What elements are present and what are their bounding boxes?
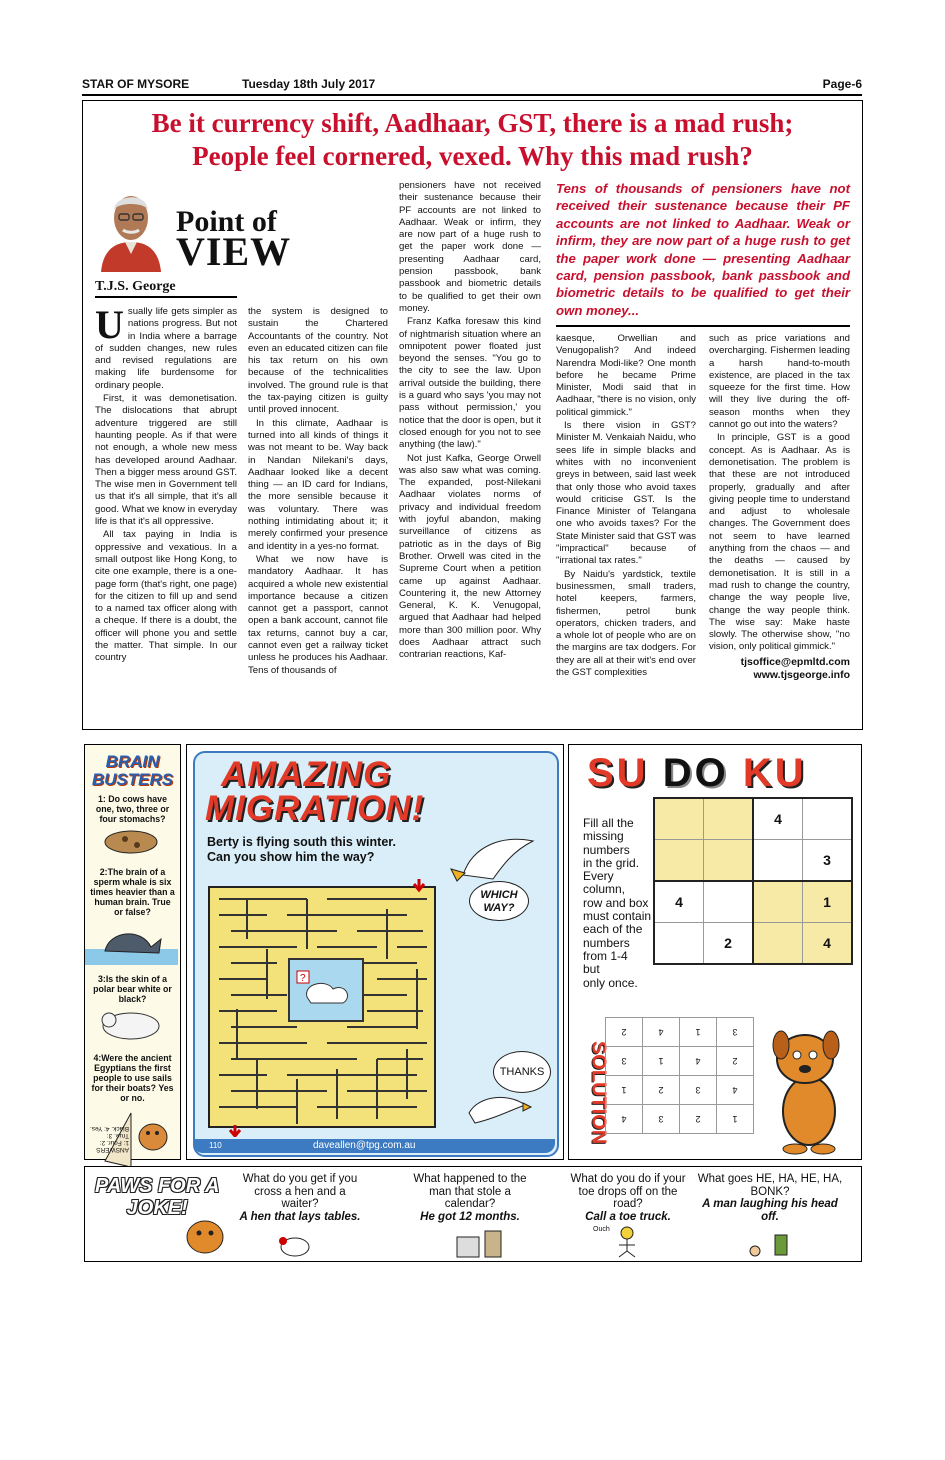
column-title-point-of: Point of	[176, 205, 277, 238]
solution-cell: 3	[717, 1018, 754, 1047]
sudoku-cell[interactable]	[753, 923, 803, 965]
paragraph: pensioners have not received their sustenance because their PF accounts are not linked to Aadhaar. Weak or infirm, they are now part of a huge rush to get the paper work done — presenting Aadhaar card, pension passbook, bank passbook and biometric details to be qualified to get their own money.	[399, 180, 541, 314]
sudoku-cell[interactable]: 4	[654, 881, 704, 923]
brain-question-1: 1: Do cows have one, two, three or four stomachs?	[95, 794, 170, 824]
author-email[interactable]: tjsoffice@epmltd.com	[740, 655, 850, 668]
paragraph: kaesque, Orwellian and Venugopalish? And indeed Narendra Modi-like? One month before he became Prime Minister, Modi said that in Aadhaar, "there is no vision, only political gimmick."	[556, 333, 696, 418]
thanks-bubble: THANKS	[493, 1051, 551, 1093]
sudoku-cell[interactable]: 3	[803, 840, 853, 882]
solution-cell: 4	[643, 1018, 680, 1047]
paragraph: In this climate, Aadhaar is turned into all kinds of things it was not meant to be. Way back in Nandan Nilekani's days, Aadhaar looked like a decent thing — an ID card for Indians, the more sensible because it was voluntary. There was nothing intimidating about it; it merely confirmed your presence and identity in a yes-no format.	[248, 417, 388, 552]
joke-answer: A man laughing his head off.	[702, 1198, 838, 1223]
hen-icon	[275, 1231, 315, 1259]
mascot-icon	[133, 1115, 173, 1153]
paws-for-a-joke-panel	[84, 1166, 862, 1262]
maze-number: 110	[209, 1141, 222, 1150]
paragraph: such as price variations and overcharging. Fishermen leading a harsh hand-to-mouth existence, are placed in the tax squeeze for the first time. How will they live during the off-season months when they cannot go out into the waters?	[709, 333, 850, 431]
toe-man-icon	[607, 1225, 647, 1259]
solution-cell: 2	[606, 1018, 643, 1047]
solution-cell: 3	[680, 1076, 717, 1105]
solution-cell: 4	[717, 1076, 754, 1105]
sudoku-cell[interactable]: 1	[803, 881, 853, 923]
paws-dog-icon	[181, 1207, 229, 1257]
joke-3	[563, 1173, 693, 1223]
paragraph: Franz Kafka foresaw this kind of nightmarish situation where an omnipotent power floated just beyond the senses. "You go to the city to see the law. Upon arrival outside the building, there is a guard who says 'you may not pass without permission,' you notice that the door is open, but it closed enough for you not to see anything (the law)."	[399, 316, 541, 451]
article-column-3	[399, 180, 541, 663]
joke-1	[235, 1173, 365, 1223]
brain-question-3: 3:Is the skin of a polar bear white or black?	[93, 974, 172, 1004]
article-headline	[90, 107, 855, 173]
joke-answer: He got 12 months.	[420, 1210, 520, 1223]
solution-cell: 2	[643, 1076, 680, 1105]
solution-cell: 3	[606, 1047, 643, 1076]
solution-cell: 1	[717, 1105, 754, 1134]
paragraph: What we now have is mandatory Aadhaar. It has acquired a whole new existential importance because a citizen cannot get a passport, cannot open a bank account, cannot file tax returns, cannot buy a car, cannot even get a railway ticket unless he produces his Aadhaar. Tens of thousands of	[248, 553, 388, 676]
joke-question: What goes HE, HA, HE, HA, BONK?	[697, 1173, 843, 1198]
sudoku-cell[interactable]: 4	[803, 923, 853, 965]
column-title-view: VIEW	[176, 229, 292, 274]
masthead	[82, 76, 862, 96]
brain-busters-panel	[84, 744, 181, 1160]
headline-line-1: Be it currency shift, Aadhaar, GST, there is a mad rush;	[151, 108, 794, 138]
paragraph: First, it was demonetisation. The dislocations that abrupt adventure triggered are still haunting people. As if that were not enough, a whole new mess has developed around Aadhaar. Then a bigger mess around GST. The wise men in Government tell us that it's all simple, that it's all good. What we know in everyday life is that it's all oppressive.	[95, 393, 237, 528]
solution-cell: 2	[717, 1047, 754, 1076]
contact-block	[709, 656, 850, 682]
sudoku-title: SU DO KU	[587, 751, 807, 795]
solution-cell: 1	[680, 1018, 717, 1047]
author-byline: T.J.S. George	[95, 279, 176, 294]
article-column-4	[556, 333, 696, 680]
maze[interactable]	[207, 879, 439, 1137]
sudoku-cell[interactable]: 2	[704, 923, 754, 965]
sudoku-cell[interactable]	[803, 798, 853, 840]
sudoku-cell[interactable]	[654, 923, 704, 965]
joke-question: What do you do if your toe drops off on the road?	[570, 1173, 686, 1210]
paws-title: PAWS FOR A JOKE!	[95, 1175, 220, 1219]
cow-icon	[85, 824, 178, 860]
amazing-migration-panel	[186, 744, 564, 1160]
maze-credit: daveallen@tpg.com.au	[313, 1140, 416, 1151]
solution-cell: 3	[643, 1105, 680, 1134]
joke-4	[695, 1173, 845, 1223]
dog-mascot-icon	[759, 1015, 857, 1155]
article-column-5	[709, 333, 850, 682]
sudoku-grid	[653, 797, 853, 965]
sudoku-cell[interactable]	[753, 881, 803, 923]
solution-cell: 4	[680, 1047, 717, 1076]
pull-quote: Tens of thousands of pensioners have not received their sustenance because their PF accounts are not linked to Aadhaar. Weak or infirm, they are now part of a huge rush to get the paper work done — presenting Aadhaar card, pension passbook, bank passbook and biometric details to be qualified to get their own money...	[556, 181, 850, 318]
credit-bar	[193, 1139, 555, 1153]
sudoku-cell[interactable]	[704, 840, 754, 882]
sudoku-cell[interactable]	[704, 798, 754, 840]
paper-name: STAR OF MYSORE	[82, 77, 190, 91]
sudoku-cell[interactable]	[704, 881, 754, 923]
brain-busters-title: BRAIN BUSTERS	[91, 752, 174, 789]
drop-cap: U	[95, 302, 124, 347]
sudoku-panel	[568, 744, 862, 1160]
joke-2	[405, 1173, 535, 1223]
svg-text:?: ?	[300, 973, 306, 984]
solution-cell: 1	[643, 1047, 680, 1076]
article-column-2	[248, 306, 388, 678]
migration-title-1: AMAZING	[221, 755, 392, 794]
polar-bear-icon	[85, 1004, 178, 1046]
bird-end-icon	[463, 1089, 533, 1129]
sudoku-cell[interactable]	[654, 798, 704, 840]
laughing-man-icon	[741, 1227, 801, 1259]
sudoku-cell[interactable]	[654, 840, 704, 882]
brain-question-4: 4:Were the ancient Egyptians the first people to use sails for their boats? Yes or no.	[91, 1053, 174, 1103]
solution-cell: 1	[606, 1076, 643, 1105]
pull-quote-rule	[556, 325, 850, 327]
sudoku-instructions: Fill all the missing numbers in the grid. Every column, row and box must contain each of the numbers from 1-4 but only once.	[583, 816, 652, 990]
sudoku-cell[interactable]: 4	[753, 798, 803, 840]
author-website[interactable]: www.tjsgeorge.info	[753, 668, 850, 681]
paragraph: In principle, GST is a good concept. As is Aadhaar. As is demonetisation. The problem is that these are not introduced properly, gradually and after giving people time to understand and adjust to wholesale changes. The Government does not seem to have learned anything from the chaos — and the deaths — caused by demonetisation. It is still in a mad rush to change the country, change the way people live, change the way people think. The wise say: Make haste slowly. The otherwise show, "no vision, only political gimmick."	[709, 432, 850, 653]
solution-cell: 4	[606, 1105, 643, 1134]
solution-label: SOLUTION	[587, 1040, 610, 1145]
migration-subtitle: Berty is flying south this winter. Can you show him the way?	[207, 835, 396, 864]
which-way-bubble: WHICH WAY?	[469, 881, 529, 921]
whale-icon	[85, 917, 178, 965]
author-photo	[95, 180, 167, 272]
byline-rule	[95, 296, 237, 298]
sudoku-solution	[605, 1017, 754, 1134]
sudoku-cell[interactable]	[753, 840, 803, 882]
page-number: Page-6	[822, 77, 862, 91]
paragraph: the system is designed to sustain the Chartered Accountants of the country. Not even an educated citizen can file his tax return on his own because of the technicalities involved. The ground rule is that the tax-paying citizen is guilty until proved innocent.	[248, 306, 388, 416]
joke-answer: A hen that lays tables.	[239, 1210, 361, 1223]
joke-answer: Call a toe truck.	[585, 1210, 671, 1223]
headline-line-2: People feel cornered, vexed. Why this mad rush?	[192, 141, 753, 171]
paragraph: Not just Kafka, George Orwell was also saw what was coming. The expanded, post-Nilekani Aadhaar violates norms of privacy and individual freedom with joyful abandon, making surveillance of citizens as patriotic as in the days of Big Brother. Orwell was cited in the Supreme Court when a petition came up against Aadhaar. Countering it, the new Attorney General, K. K. Venugopal, argued that Aadhaar had helped more than 300 million poor. Why does Aadhaar attract such contrarian reactions, Kaf-	[399, 452, 541, 661]
joke-question: What do you get if you cross a hen and a waiter?	[242, 1173, 358, 1210]
paragraph: By Naidu's yardstick, textile businessmen, small traders, hotel keepers, farmers, fishermen, petrol bunk operators, chicken traders, and a whole lot of people who are on the margins are tax dodgers. For they are all at their wit's end over the GST complexities	[556, 568, 696, 679]
solution-cell: 2	[680, 1105, 717, 1134]
paragraph: Is there vision in GST? Minister M. Venkaiah Naidu, who sees life in simple blacks and whites with no inconvenient greys in between, said last week that only those who avoid taxes would criticise GST. Is the Finance Minister of Telangana one who avoids taxes? For the State Minister said that GST was "impractical" because of "irrational tax rates."	[556, 420, 696, 567]
joke-question: What happened to the man that stole a calendar?	[413, 1173, 527, 1210]
ouch-label: Ouch	[593, 1226, 610, 1233]
brain-answers: ANSWERS 1: Four. 2: True. 3: Black. 4: Yes.	[89, 1125, 129, 1153]
paragraph: Usually life gets simpler as nations progress. But not in India where a barrage of sudden changes, new rules and revised regulations are making life burdensome for ordinary people.	[95, 302, 237, 391]
paragraph: All tax paying in India is oppressive and vexatious. In a small outpost like Hong Kong, to cite one example, there is a one-page form (that's right, one page) for the citizen to fill up and send to a named tax officer along with a cheque. If there is a doubt, the officer will phone you and settle the matter. That simple. In our country	[95, 529, 237, 664]
brain-question-2: 2:The brain of a sperm whale is six times heavier than a human brain. True or false?	[90, 867, 175, 917]
man-calendar-icon	[451, 1227, 511, 1259]
migration-title-2: MIGRATION!	[205, 789, 425, 828]
article-column-1	[95, 302, 237, 666]
issue-date: Tuesday 18th July 2017	[242, 77, 376, 91]
